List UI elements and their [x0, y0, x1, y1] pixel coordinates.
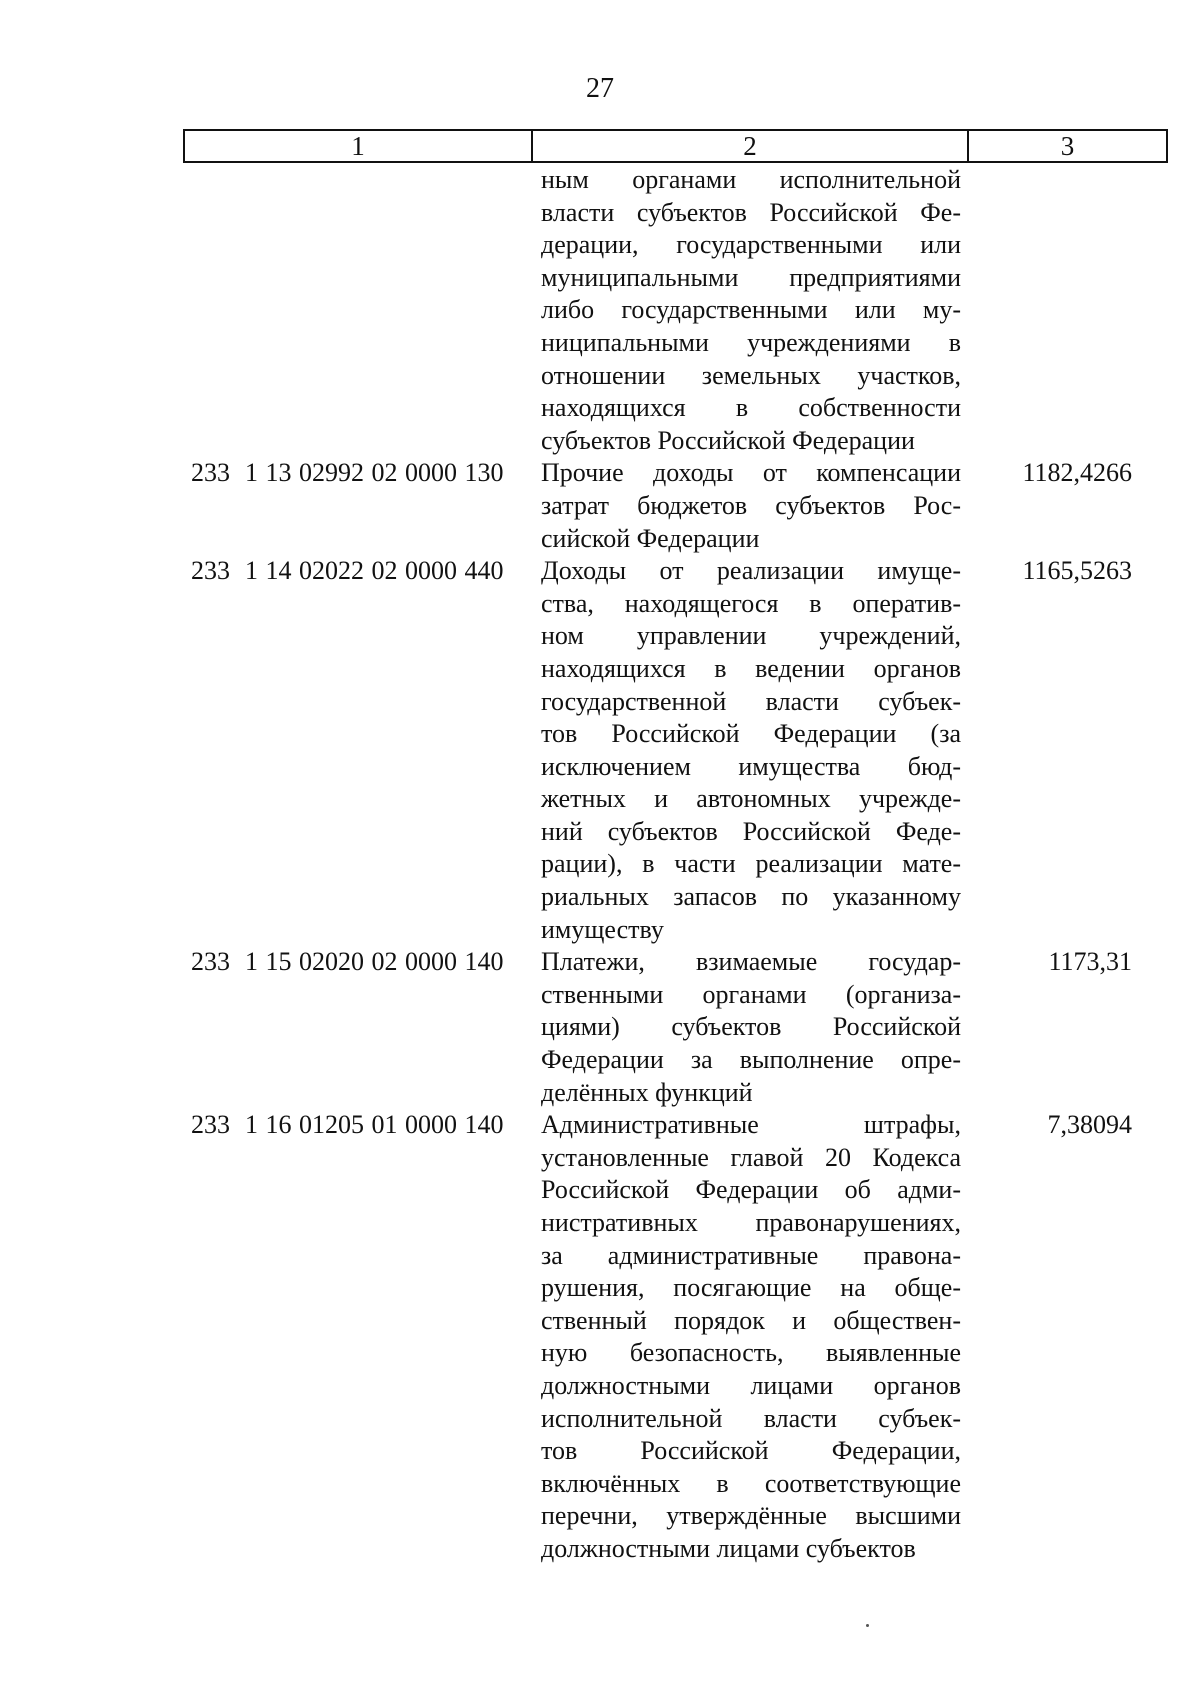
- description-line: ний субъектов Российской Феде-: [541, 816, 961, 846]
- description-line: ную безопасность, выявленные: [541, 1338, 961, 1368]
- description-line: жетных и автономных учрежде-: [541, 784, 961, 814]
- description-cell: [531, 164, 967, 457]
- scan-speck: [866, 1624, 869, 1627]
- description-line: затрат бюджетов субъектов Рос-: [541, 490, 961, 520]
- description-line: муниципальными предприятиями: [541, 262, 961, 292]
- description-line: находящихся в собственности: [541, 393, 961, 423]
- description-line: ниципальными учреждениями в: [541, 327, 961, 357]
- amount-cell: 7,38094: [1047, 1110, 1132, 1140]
- table-row: [183, 555, 1168, 946]
- description-line: рушения, посягающие на обще-: [541, 1273, 961, 1303]
- description-line: перечни, утверждённые высшими: [541, 1501, 961, 1531]
- description-line: сийской Федерации: [541, 523, 760, 553]
- amount-cell: 1182,4266: [1022, 458, 1132, 488]
- description-line: отношении земельных участков,: [541, 360, 961, 390]
- description-line: за административные правона-: [541, 1240, 961, 1270]
- description-line: Федерации за выполнение опре-: [541, 1045, 961, 1075]
- description-cell: [531, 457, 967, 555]
- description-line: дерации, государственными или: [541, 230, 961, 260]
- description-line: рации), в части реализации мате-: [541, 849, 961, 879]
- description-line: Российской Федерации об адми-: [541, 1175, 961, 1205]
- description-line: Платежи, взимаемые государ-: [541, 947, 961, 977]
- description-line: исключением имущества бюд-: [541, 751, 961, 781]
- budget-code-cell: 233 1 15 02020 02 0000 140: [191, 947, 504, 977]
- description-line: находящихся в ведении органов: [541, 653, 961, 683]
- description-line: должностными лицами органов: [541, 1370, 961, 1400]
- amount-cell: 1165,5263: [1022, 556, 1132, 586]
- budget-code-cell: 233 1 14 02022 02 0000 440: [191, 556, 504, 586]
- description-line: ным органами исполнительной: [541, 165, 961, 194]
- table-row: [183, 946, 1168, 1109]
- page-number: 27: [586, 73, 614, 104]
- description-line: установленные главой 20 Кодекса: [541, 1142, 961, 1172]
- description-line: должностными лицами субъектов: [541, 1533, 916, 1563]
- description-cell: [531, 946, 967, 1109]
- table-row: [183, 457, 1168, 555]
- budget-code-cell: 233 1 13 02992 02 0000 130: [191, 458, 504, 488]
- header-column-1: 1: [185, 131, 533, 161]
- description-line: Административные штрафы,: [541, 1110, 961, 1140]
- description-line: исполнительной власти субъек-: [541, 1403, 961, 1433]
- header-column-3: 3: [1060, 131, 1075, 161]
- description-line: либо государственными или му-: [541, 295, 961, 325]
- description-line: ственными органами (организа-: [541, 979, 961, 1009]
- description-line: имуществу: [541, 914, 664, 944]
- description-line: власти субъектов Российской Фе-: [541, 197, 961, 227]
- description-line: тов Российской Федерации,: [541, 1436, 961, 1466]
- description-line: делённых функций: [541, 1077, 753, 1107]
- description-line: государственной власти субъек-: [541, 686, 961, 716]
- description-cell: [531, 555, 967, 946]
- description-line: нистративных правонарушениях,: [541, 1208, 961, 1237]
- description-line: риальных запасов по указанному: [541, 882, 961, 912]
- description-line: ственный порядок и обществен-: [541, 1305, 961, 1335]
- description-line: Прочие доходы от компенсации: [541, 458, 961, 488]
- budget-code-cell: 233 1 16 01205 01 0000 140: [191, 1110, 504, 1140]
- description-line: включённых в соответствующие: [541, 1468, 961, 1498]
- description-line: циями) субъектов Российской: [541, 1012, 961, 1042]
- table-row: [183, 1109, 1168, 1565]
- amount-cell: 1173,31: [1048, 947, 1132, 977]
- table-header-row: [183, 129, 1168, 163]
- description-line: тов Российской Федерации (за: [541, 719, 961, 749]
- description-line: ном управлении учреждений,: [541, 621, 961, 651]
- description-line: ства, находящегося в оператив-: [541, 588, 961, 618]
- table-body: [183, 164, 1168, 1566]
- description-cell: [531, 1109, 967, 1565]
- header-column-2: 2: [533, 131, 969, 161]
- description-line: Доходы от реализации имуще-: [541, 556, 961, 586]
- description-line: субъектов Российской Федерации: [541, 425, 915, 455]
- table-row: [183, 164, 1168, 457]
